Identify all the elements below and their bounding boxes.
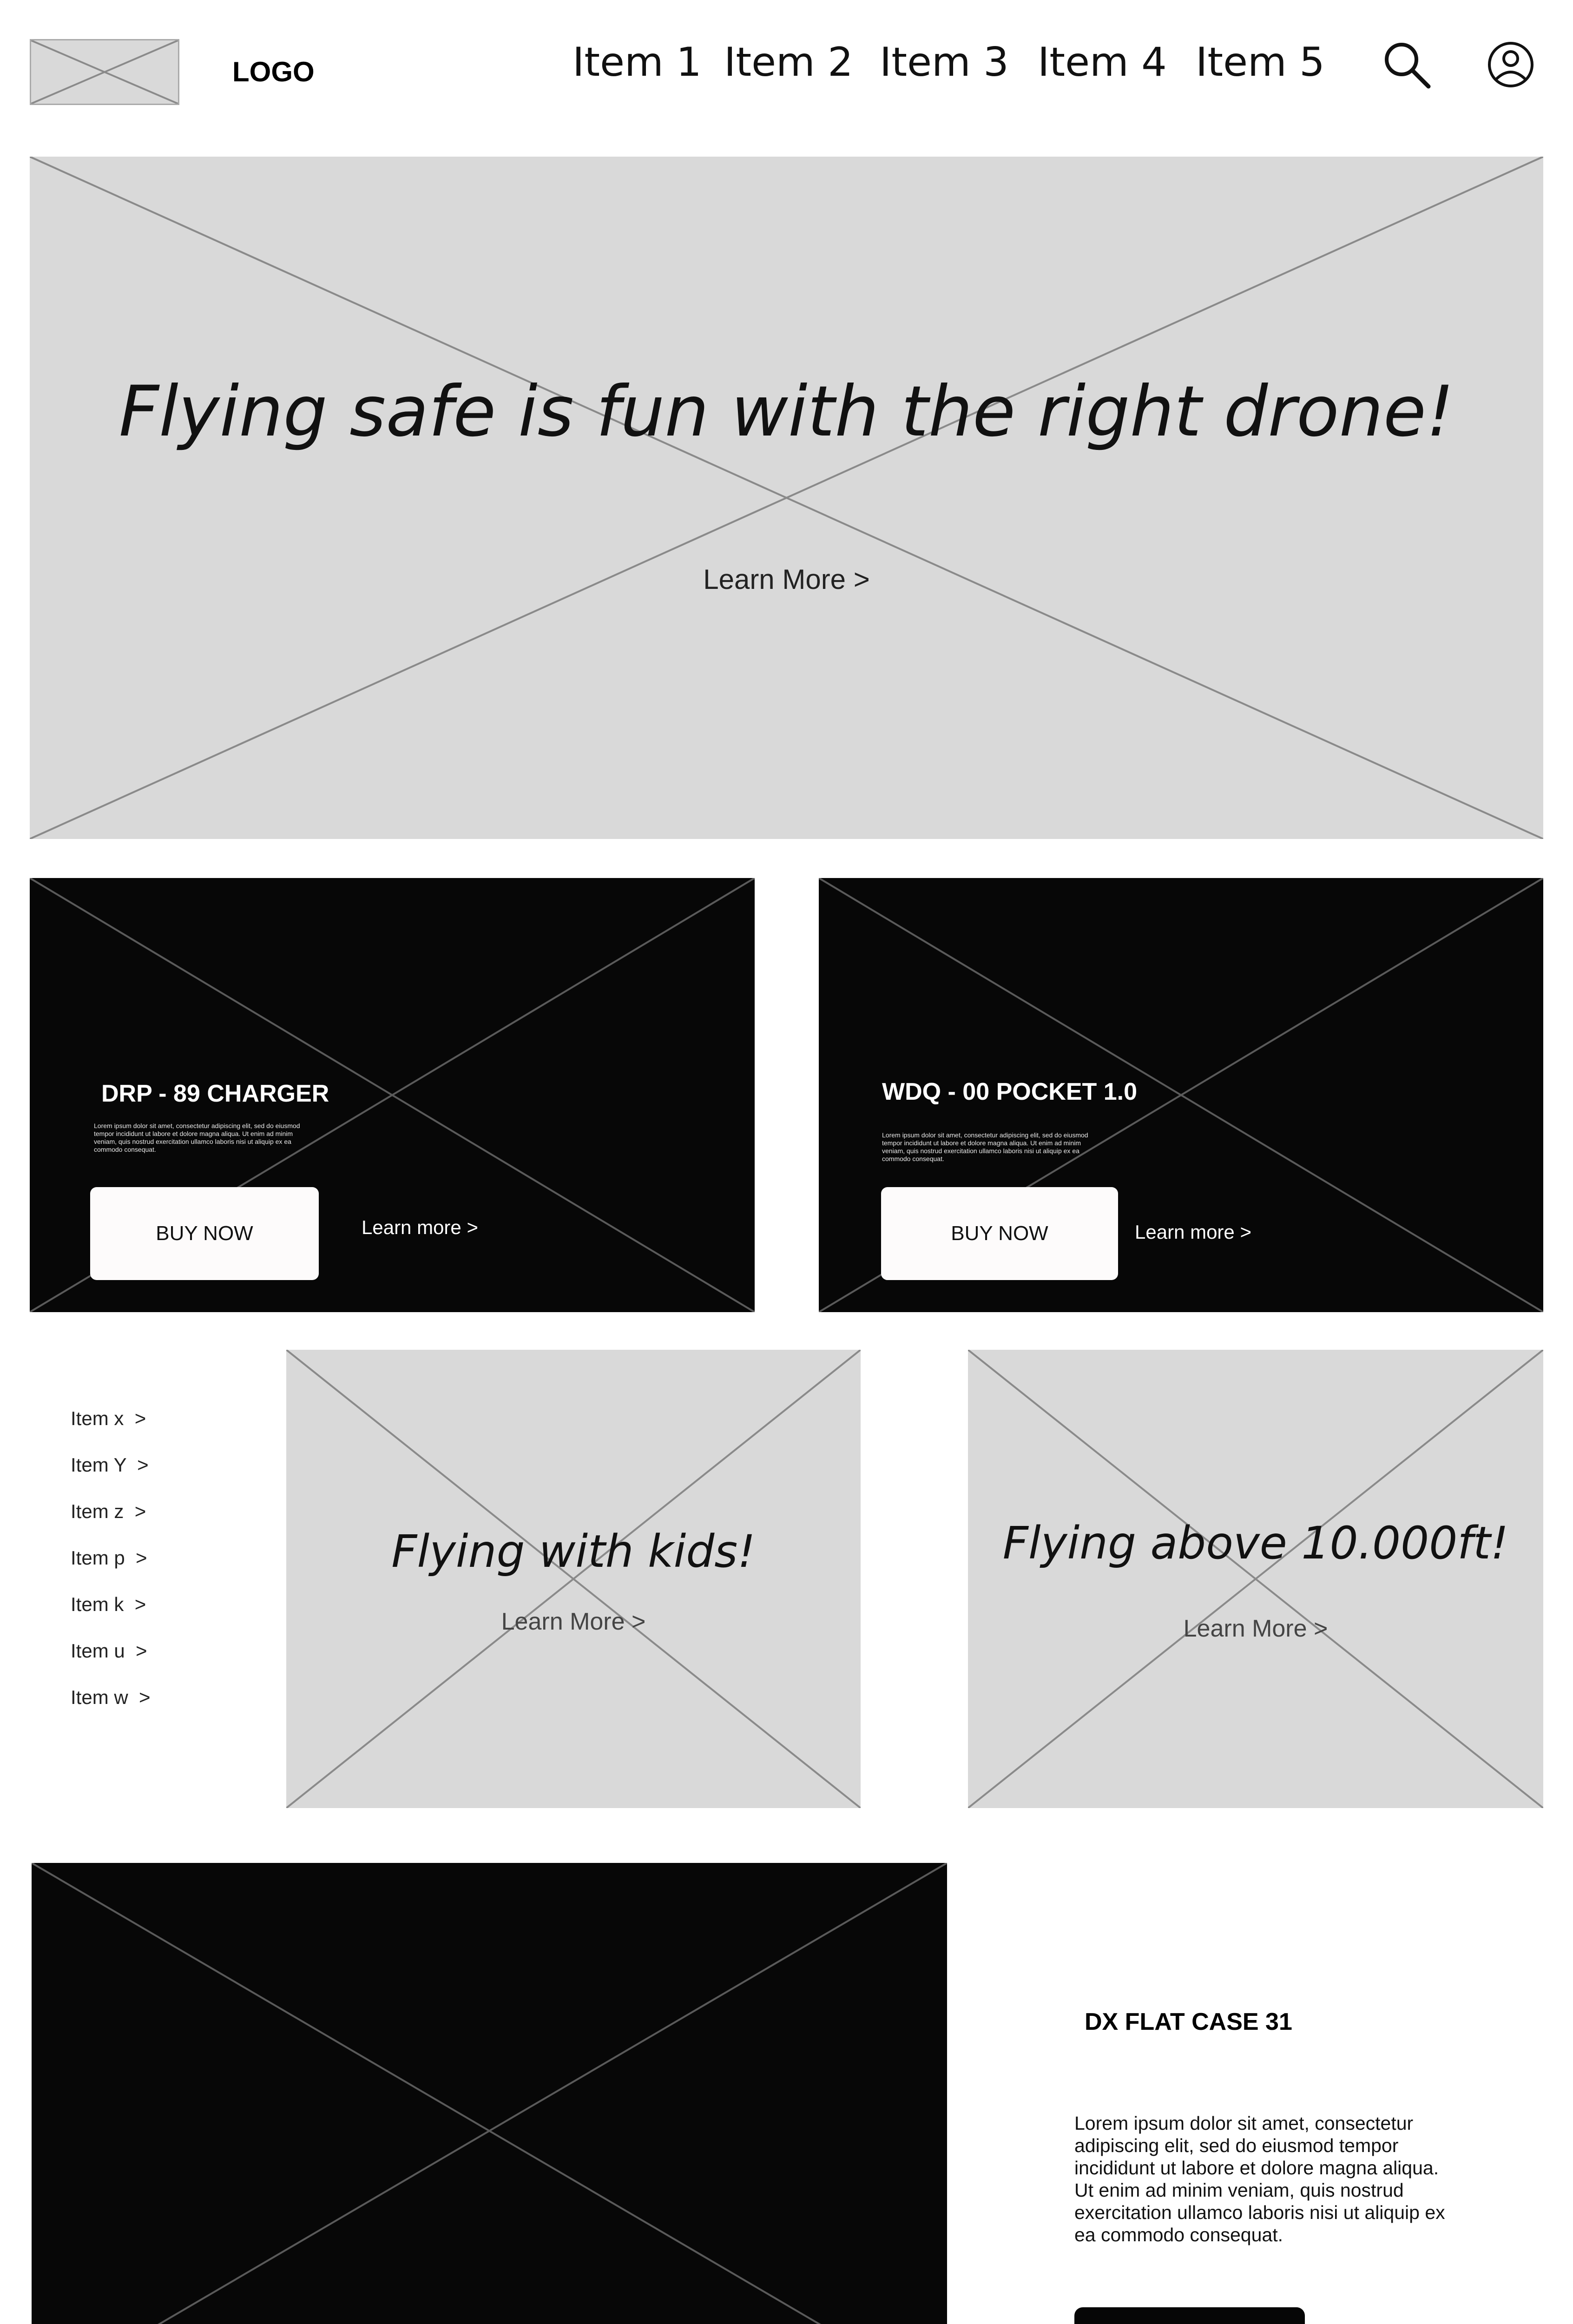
nav-item-2[interactable]: Item 2 [724,39,853,86]
nav-item-5[interactable]: Item 5 [1196,39,1325,86]
product-card-1 [30,878,755,1312]
promo-title: Flying above 10.000ft! [1002,1517,1509,1569]
promo-learn-more-link[interactable]: Learn More > [1183,1615,1328,1642]
hero-title: Flying safe is fun with the right drone! [118,371,1455,452]
side-list-item[interactable]: Item Y > [71,1454,149,1476]
search-icon[interactable] [1381,39,1432,90]
learn-more-link[interactable]: Learn more > [362,1216,478,1238]
promo-title: Flying with kids! [391,1525,756,1578]
nav-item-4[interactable]: Item 4 [1038,39,1167,86]
hero-banner [30,157,1543,839]
promo-card-kids[interactable] [286,1350,861,1808]
product-description: Lorem ipsum dolor sit amet, consectetur adipiscing elit, sed do eiusmod tempor incididunt ut labore et dolore magna aliqua. Ut enim ad minim veniam, quis nostrud exercitation ullamco laboris nisi ut aliquip ex ea commodo consequat. [882,1131,1088,1162]
nav-item-3[interactable]: Item 3 [880,39,1009,86]
learn-more-link[interactable]: Learn more > [1135,1221,1251,1243]
feature-description: Lorem ipsum dolor sit amet, consectetur adipiscing elit, sed do eiusmod tempor incididunt ut labore et dolore magna aliqua. Ut enim ad minim veniam, quis nostrud exercitation ullamco laboris nisi ut aliquip ex ea commodo consequat. [1074,2113,1445,2245]
product-description: Lorem ipsum dolor sit amet, consectetur adipiscing elit, sed do eiusmod tempor incididunt ut labore et dolore magna aliqua. Ut enim ad minim veniam, quis nostrud exercitation ullamco laboris nisi ut aliquip ex ea commodo consequat. [94,1122,300,1153]
side-list-item[interactable]: Item w > [71,1686,151,1708]
nav-item-1[interactable]: Item 1 [573,39,702,86]
product-name: WDQ - 00 POCKET 1.0 [882,1078,1137,1105]
product-name: DRP - 89 CHARGER [101,1080,329,1107]
side-list-item[interactable]: Item x > [71,1407,146,1429]
logo-label: LOGO [232,56,315,87]
product-card-2 [819,878,1543,1312]
side-list-item[interactable]: Item p > [71,1547,147,1569]
user-circle-icon[interactable] [1485,39,1536,90]
feature-product-name: DX FLAT CASE 31 [1085,2008,1292,2035]
buy-now-button[interactable]: BUY NOW [881,1187,1118,1280]
feature-image [32,1863,947,2324]
promo-learn-more-link[interactable]: Learn More > [501,1608,646,1635]
side-list-item[interactable]: Item k > [71,1593,146,1615]
promo-card-altitude[interactable] [968,1350,1543,1808]
feature-buy-now-button[interactable] [1074,2307,1305,2324]
buy-now-button[interactable]: BUY NOW [90,1187,319,1280]
hero-learn-more-link[interactable]: Learn More > [703,564,870,595]
side-list-item[interactable]: Item z > [71,1500,146,1522]
logo-image[interactable] [30,39,179,105]
side-list-item[interactable]: Item u > [71,1640,147,1662]
